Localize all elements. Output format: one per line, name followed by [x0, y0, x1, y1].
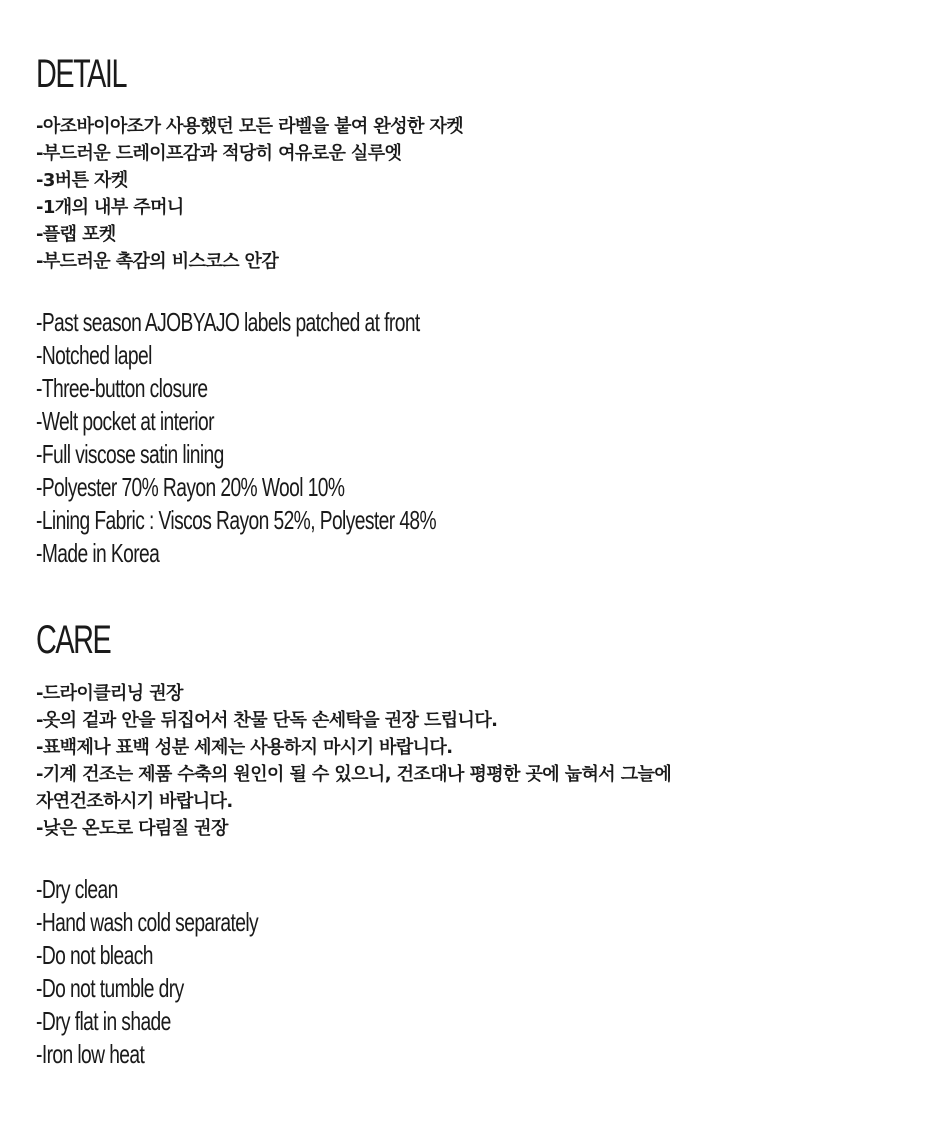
detail-english-item: -Welt pocket at interior	[36, 406, 214, 436]
detail-english-item: -Full viscose satin lining	[36, 439, 224, 469]
detail-english-item: -Polyester 70% Rayon 20% Wool 10%	[36, 472, 345, 502]
detail-korean-item: -플랩 포켓	[36, 224, 116, 245]
detail-heading: DETAIL	[36, 52, 127, 96]
detail-english-item: -Lining Fabric : Viscos Rayon 52%, Polyester 48%	[36, 505, 437, 535]
care-korean-item: -기계 건조는 제품 수축의 원인이 될 수 있으니, 건조대나 평평한 곳에 눕혀서 그늘에	[36, 764, 672, 785]
care-english-item: -Dry clean	[36, 874, 118, 904]
detail-korean-item: -부드러운 드레이프감과 적당히 여유로운 실루엣	[36, 143, 402, 164]
care-english-item: -Iron low heat	[36, 1039, 145, 1069]
care-korean-item: -옷의 겉과 안을 뒤집어서 찬물 단독 손세탁을 권장 드립니다.	[36, 710, 498, 731]
detail-english-item: -Three-button closure	[36, 373, 208, 403]
detail-english-item: -Made in Korea	[36, 538, 160, 568]
care-korean-list	[36, 680, 836, 842]
detail-korean-item: -3버튼 자켓	[36, 170, 128, 191]
detail-english-item: -Notched lapel	[36, 340, 152, 370]
care-korean-item: -표백제나 표백 성분 세제는 사용하지 마시기 바랍니다.	[36, 737, 453, 758]
detail-korean-item: -부드러운 촉감의 비스코스 안감	[36, 251, 279, 272]
care-english-item: -Do not tumble dry	[36, 973, 184, 1003]
care-korean-item: -낮은 온도로 다림질 권장	[36, 818, 228, 839]
care-english-item: -Do not bleach	[36, 940, 153, 970]
detail-english-list	[36, 306, 436, 570]
care-korean-item: 자연건조하시기 바랍니다.	[36, 791, 233, 812]
detail-korean-item: -1개의 내부 주머니	[36, 197, 184, 218]
detail-english-item: -Past season AJOBYAJO labels patched at front	[36, 307, 420, 337]
care-english-list	[36, 873, 258, 1071]
care-heading: CARE	[36, 618, 111, 662]
care-english-item: -Dry flat in shade	[36, 1006, 171, 1036]
detail-korean-list	[36, 113, 463, 275]
detail-korean-item: -아조바이아조가 사용했던 모든 라벨을 붙여 완성한 자켓	[36, 116, 463, 137]
care-korean-item: -드라이클리닝 권장	[36, 683, 183, 704]
care-english-item: -Hand wash cold separately	[36, 907, 259, 937]
